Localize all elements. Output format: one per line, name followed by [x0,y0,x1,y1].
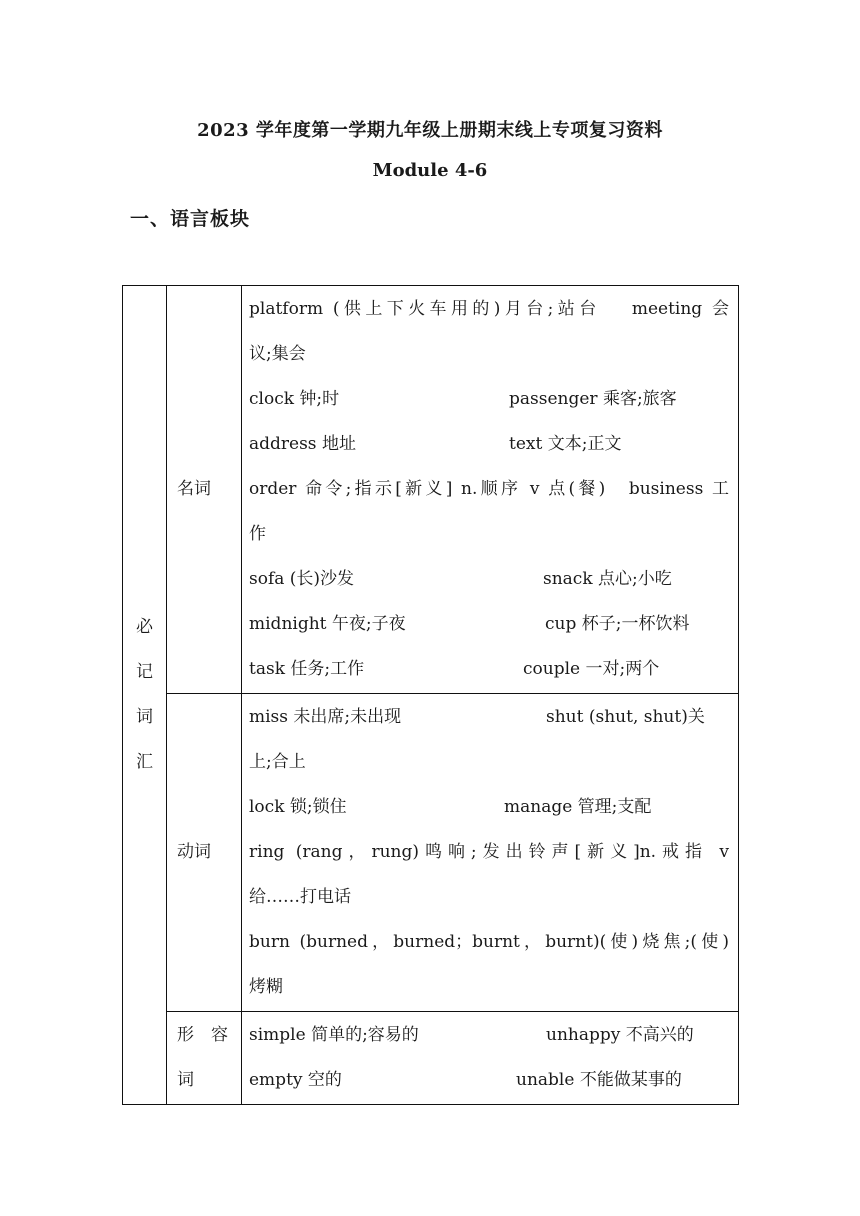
word-line: 议;集会 [249,344,306,364]
word-entry: cup 杯子;一杯饮料 [545,614,690,634]
word-entry: clock 钟;时 [249,389,340,409]
word-entry: task 任务;工作 [249,659,365,679]
word-entry: sofa (长)沙发 [249,569,355,589]
word-line: ring (rang，rung)鸣响;发出铃声[新义]n.戒指 v [249,842,729,862]
category-char: 记 [136,662,153,682]
table-row-verbs [123,694,739,1012]
word-line [249,422,729,467]
pos-label-line: 词 [177,1070,194,1090]
pos-label-adjectives [167,1012,242,1105]
word-entry: midnight 午夜;子夜 [249,614,406,634]
word-line [249,377,729,422]
word-entry: unhappy 不高兴的 [546,1025,694,1045]
word-entry: miss 未出席;未出现 [249,707,402,727]
word-line [249,557,729,602]
category-cell [123,286,167,1105]
pos-label-verbs: 动词 [167,694,242,1012]
pos-label-nouns: 名词 [167,286,242,694]
pos-label-line: 形 容 [177,1025,228,1045]
adjectives-words-cell [242,1012,739,1105]
table-row-adjectives [123,1012,739,1105]
word-line [249,785,729,830]
word-entry: simple 简单的;容易的 [249,1025,419,1045]
word-line: 上;合上 [249,752,306,772]
category-char: 汇 [136,752,153,772]
word-line [249,1058,729,1103]
word-line: 给……打电话 [249,887,351,907]
section-heading: 一、语言板块 [130,208,251,230]
table-row-nouns [123,286,739,694]
word-entry: snack 点心;小吃 [543,569,672,589]
word-entry: empty 空的 [249,1070,342,1090]
word-entry: shut (shut, shut)关 [546,707,705,727]
word-line: 烤糊 [249,977,283,997]
word-line [249,695,729,740]
word-entry: manage 管理;支配 [504,797,652,817]
category-char: 必 [136,617,153,637]
nouns-words-cell [242,286,739,694]
word-line: platform (供上下火车用的)月台;站台 meeting 会 [249,299,729,319]
word-line [249,647,729,692]
word-entry: address 地址 [249,434,356,454]
word-entry: couple 一对;两个 [523,659,660,679]
category-char: 词 [136,707,153,727]
word-entry: lock 锁;锁住 [249,797,347,817]
module-subtitle: Module 4-6 [372,160,488,181]
word-line: order 命令;指示[新义] n.顺序 v 点(餐) business 工 [249,479,729,499]
word-line [249,1013,729,1058]
vocabulary-table [122,285,739,1105]
word-line: 作 [249,524,266,544]
word-entry: text 文本;正文 [509,434,622,454]
verbs-words-cell [242,694,739,1012]
word-entry: unable 不能做某事的 [516,1070,682,1090]
word-entry: passenger 乘客;旅客 [509,389,677,409]
word-line: burn (burned，burned；burnt，burnt)(使)烧焦;(使) [249,932,729,952]
word-line [249,602,729,647]
document-title: 2023 学年度第一学期九年级上册期末线上专项复习资料 [197,120,663,141]
